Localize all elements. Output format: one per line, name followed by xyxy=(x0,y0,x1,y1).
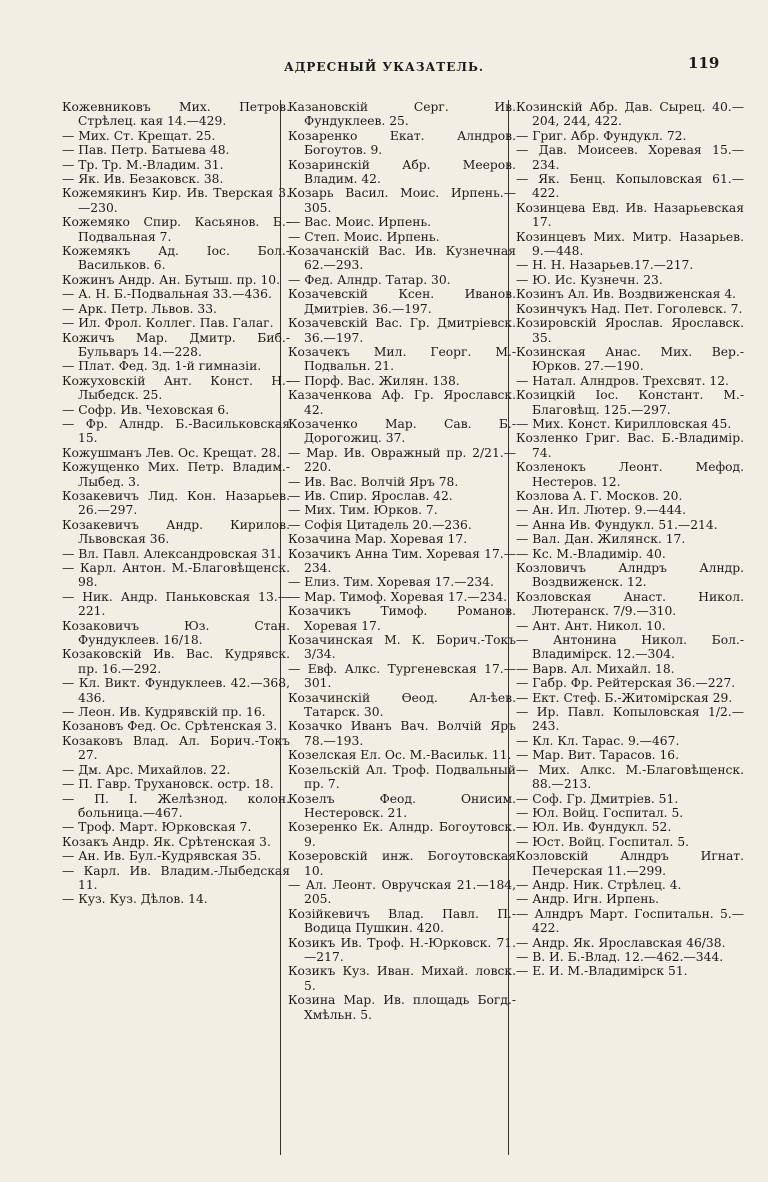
directory-entry: — Анна Ив. Фундукл. 51.—214. xyxy=(516,517,718,532)
directory-entry: — Варв. Ал. Михайл. 18. xyxy=(516,661,675,676)
directory-entry: Козачевскій Ксен. Иванов. Дмитріев. 36.—197. xyxy=(288,287,516,316)
directory-entry: Козаковскій Ив. Вас. Кудрявск. пр. 16.—292. xyxy=(62,647,290,676)
directory-entry: Козловская Анаст. Никол. Лютеранск. 7/9.—310. xyxy=(516,589,744,619)
directory-entry: — Дм. Арс. Михайлов. 22. xyxy=(62,762,231,777)
directory-entry: — А. Н. Б.-Подвальная 33.—436. xyxy=(62,287,272,302)
directory-entry: — Мих. Тим. Юрков. 7. xyxy=(288,503,438,518)
directory-entry: Козакевичъ Лид. Кон. Назарьев. 26.—297. xyxy=(62,488,290,518)
directory-entry: Козачина Мар. Хоревая 17. xyxy=(288,532,468,547)
directory-entry: Кожуховскій Ант. Конст. Н.-Лыбедск. 25. xyxy=(62,373,290,403)
directory-entry: — Вл. Павл. Александровская 31. xyxy=(62,546,281,561)
directory-entry: — Вал. Дан. Жилянск. 17. xyxy=(516,532,686,547)
directory-entry: — Арк. Петр. Львов. 33. xyxy=(62,301,217,316)
running-header: АДРЕСНЫЙ УКАЗАТЕЛЬ. xyxy=(283,60,485,74)
directory-entry: Козицкій Іос. Констант. М.-Благовѣщ. 125.—297. xyxy=(516,388,744,417)
directory-entry: Козачко Иванъ Вач. Волчій Яръ 78.—193. xyxy=(288,719,516,748)
page-number: 119 xyxy=(688,54,720,72)
directory-entry: — Троф. Март. Юрковская 7. xyxy=(62,820,252,835)
directory-entry: Козановъ Фед. Ос. Срѣтенская 3. xyxy=(62,719,278,734)
directory-entry: — Ект. Стеф. Б.-Житомірская 29. xyxy=(516,690,733,705)
directory-entry: — Ал. Леонт. Овручская 21.—184, 205. xyxy=(288,877,516,907)
directory-entry: — Н. Н. Назарьев.17.—217. xyxy=(516,258,694,273)
directory-entry: — Андр. Ник. Стрѣлец. 4. xyxy=(516,877,682,892)
directory-entry: Кожемякинъ Кир. Ив. Тверская 3.—230. xyxy=(62,186,290,215)
directory-entry: — Ив. Вас. Волчій Яръ 78. xyxy=(288,474,459,489)
directory-entry: Козарь Васил. Моис. Ирпень.—305. xyxy=(288,186,516,215)
directory-entry: — Як. Бенц. Копыловская 61.—422. xyxy=(516,172,744,201)
directory-entry: — Пав. Петр. Батыева 48. xyxy=(62,143,230,158)
directory-entry: Козикъ Ив. Троф. Н.-Юрковск. 71.—217. xyxy=(288,935,516,964)
directory-entry: — Алндръ Март. Госпитальн. 5.—422. xyxy=(516,906,744,936)
entries-column-3 xyxy=(516,100,744,979)
directory-entry: — Мих. Ст. Крещат. 25. xyxy=(62,128,216,143)
directory-entry: Козинчукъ Над. Пет. Гоголевск. 7. xyxy=(516,301,743,316)
directory-entry: — Ил. Фрол. Коллег. Пав. Галаг. xyxy=(62,316,274,331)
directory-entry: Козловичъ Алндръ Алндр. Воздвиженск. 12. xyxy=(516,561,744,590)
directory-entry: — Мих. Конст. Кирилловская 45. xyxy=(516,416,732,431)
directory-entry: — Мар. Ив. Овражный пр. 2/21.—220. xyxy=(288,445,516,475)
directory-entry: — Андр. Игн. Ирпень. xyxy=(516,892,660,907)
directory-entry: — В. И. Б.-Влад. 12.—462.—344. xyxy=(516,949,724,964)
directory-entry: Козинцевъ Мих. Митр. Назарьев. 9.—448. xyxy=(516,229,744,259)
directory-entry: Козелская Ел. Ос. М.-Васильк. 11. xyxy=(288,748,512,763)
directory-entry: — Андр. Як. Ярославская 46/38. xyxy=(516,935,726,950)
directory-entry: Козинскій Абр. Дав. Сырец. 40.—204, 244, 422. xyxy=(516,100,744,129)
directory-entry: — Натал. Алндров. Трехсвят. 12. xyxy=(516,373,729,388)
directory-entry: Кожемяко Спир. Касьянов. Б.-Подвальная 7. xyxy=(62,215,290,244)
directory-entry: — Мар. Вит. Тарасов. 16. xyxy=(516,748,679,763)
directory-entry: — Ив. Спир. Ярослав. 42. xyxy=(288,488,453,503)
directory-entry: Казаченкова Аф. Гр. Ярославск. 42. xyxy=(288,388,516,417)
directory-entry: Козленокъ Леонт. Мефод. Нестеров. 12. xyxy=(516,460,744,489)
directory-entry: — Юл. Ив. Фундукл. 52. xyxy=(516,820,672,835)
directory-entry: — Фр. Алндр. Б.-Васильковская 15. xyxy=(62,416,290,446)
entries-column-2 xyxy=(288,100,516,1022)
directory-entry: Казановскій Серг. Ив. Фундуклеев. 25. xyxy=(288,100,516,129)
directory-entry: — Евф. Алкс. Тургеневская 17.—301. xyxy=(288,661,516,691)
directory-entry: — Ю. Ис. Кузнечн. 23. xyxy=(516,272,663,287)
directory-entry: Козачинскій Ѳеод. Ал-ѣев. Татарск. 30. xyxy=(288,690,516,720)
directory-entry: Козачанскій Вас. Ив. Кузнечная 62.—293. xyxy=(288,244,516,273)
directory-entry: Козловскій Алндръ Игнат. Печерская 11.—299. xyxy=(516,849,744,878)
directory-entry: Козленко Григ. Вас. Б.-Владимір. 74. xyxy=(516,431,744,460)
directory-entry: — Як. Ив. Безаковск. 38. xyxy=(62,172,224,187)
directory-entry: Козачинская М. К. Борич.-Токъ 3/34. xyxy=(288,633,516,662)
directory-entry: — Юст. Войц. Госпитал. 5. xyxy=(516,834,690,849)
directory-entry: — П. Гавр. Трухановск. остр. 18. xyxy=(62,777,274,792)
directory-entry: Козаковъ Влад. Ал. Борич.-Токъ 27. xyxy=(62,733,290,763)
directory-entry: — Ир. Павл. Копыловская 1/2.—243. xyxy=(516,705,744,734)
directory-entry: Козачикъ Тимоф. Романов. Хоревая 17. xyxy=(288,604,516,633)
directory-entry: — Ан. Ил. Лютер. 9.—444. xyxy=(516,503,687,518)
directory-entry: Козинская Анас. Мих. Вер.-Юрков. 27.—190. xyxy=(516,344,744,374)
directory-entry: — Леон. Ив. Кудрявскій пр. 16. xyxy=(62,705,266,720)
directory-entry: Кожущенко Мих. Петр. Владим.-Лыбед. 3. xyxy=(62,460,290,489)
directory-entry: — Плат. Фед. Зд. 1-й гимназіи. xyxy=(62,359,262,374)
directory-entry: — Кл. Кл. Тарас. 9.—467. xyxy=(516,733,680,748)
directory-entry: — Елиз. Тим. Хоревая 17.—234. xyxy=(288,575,494,590)
directory-entry: Козельскій Ал. Троф. Подвальный пр. 7. xyxy=(288,762,516,792)
directory-entry: — Карл. Антон. М.-Благовѣщенск. 98. xyxy=(62,561,290,590)
directory-entry: — Ан. Ив. Бул.-Кудрявская 35. xyxy=(62,849,262,864)
directory-entry: — Софія Цитадель 20.—236. xyxy=(288,517,472,532)
directory-entry: — Мих. Алкс. М.-Благовѣщенск. 88.—213. xyxy=(516,762,744,792)
directory-entry: — Соф. Гр. Дмитріев. 51. xyxy=(516,791,679,806)
directory-entry: Кожичъ Мар. Дмитр. Биб.-Бульваръ 14.—228. xyxy=(62,330,290,359)
directory-entry: Кожемякъ Ад. Іос. Бол.-Васильков. 6. xyxy=(62,244,290,273)
directory-entry: — Кл. Викт. Фундуклеев. 42.—368, 436. xyxy=(62,676,290,705)
directory-entry: Козеренко Ек. Алндр. Богоутовск. 9. xyxy=(288,820,516,849)
directory-entry: — Ник. Андр. Паньковская 13.—221. xyxy=(62,589,290,619)
directory-entry: — Габр. Фр. Рейтерская 36.—227. xyxy=(516,676,736,691)
directory-entry: Козійкевичъ Влад. Павл. П.-Водица Пушкин. 420. xyxy=(288,906,516,936)
directory-entry: — Софр. Ив. Чеховская 6. xyxy=(62,402,230,417)
directory-entry: Козлова А. Г. Москов. 20. xyxy=(516,488,683,503)
directory-entry: Козаринскій Абр. Мееров. Владим. 42. xyxy=(288,157,516,187)
directory-entry: — Юл. Войц. Госпитал. 5. xyxy=(516,805,684,820)
directory-entry: — Тр. Тр. М.-Владим. 31. xyxy=(62,157,224,172)
directory-entry: Кожевниковъ Мих. Петров. Стрѣлец. кая 14.—429. xyxy=(62,100,290,129)
directory-entry: Козачикъ Анна Тим. Хоревая 17.—234. xyxy=(288,546,516,575)
directory-entry: Козикъ Куз. Иван. Михай. ловск. 5. xyxy=(288,964,516,993)
directory-entry: Козировскій Ярослав. Ярославск. 35. xyxy=(516,316,744,345)
directory-entry: — Фед. Алндр. Татар. 30. xyxy=(288,272,451,287)
directory-entry: — Куз. Куз. Дѣлов. 14. xyxy=(62,892,208,907)
directory-entry: — Вас. Моис. Ирпень. xyxy=(288,215,432,230)
directory-entry: Козакевичъ Андр. Кирилов. Львовская 36. xyxy=(62,517,290,547)
directory-entry: Козелъ Феод. Онисим. Нестеровск. 21. xyxy=(288,791,516,820)
directory-entry: Козаченко Мар. Сав. Б.-Дорогожиц. 37. xyxy=(288,416,516,446)
directory-entry: — Григ. Абр. Фундукл. 72. xyxy=(516,128,687,143)
directory-entry: — Ант. Ант. Никол. 10. xyxy=(516,618,666,633)
directory-entry: Козеровскій инж. Богоутовская 10. xyxy=(288,849,516,878)
directory-entry: — Е. И. М.-Владимірск 51. xyxy=(516,964,688,979)
directory-entry: Козаренко Екат. Алндров. Богоутов. 9. xyxy=(288,128,516,158)
directory-entry: — Дав. Моисеев. Хоревая 15.—234. xyxy=(516,143,744,172)
directory-entry: Козинъ Ал. Ив. Воздвиженская 4. xyxy=(516,287,737,302)
directory-entry: — Степ. Моис. Ирпень. xyxy=(288,229,440,244)
directory-entry: — Кс. М.-Владимір. 40. xyxy=(516,546,666,561)
directory-entry: Кожинъ Андр. Ан. Бутыш. пр. 10. xyxy=(62,272,281,287)
directory-entry: Кожушманъ Лев. Ос. Крещат. 28. xyxy=(62,445,281,460)
directory-entry: Козакъ Андр. Як. Срѣтенская 3. xyxy=(62,834,271,849)
directory-entry: Козачекъ Мил. Георг. М.-Подвальн. 21. xyxy=(288,344,516,374)
directory-entry: — Карл. Ив. Владим.-Лыбедская 11. xyxy=(62,863,290,892)
directory-entry: Козаковичъ Юз. Стан. Фундуклеев. 16/18. xyxy=(62,618,290,648)
directory-entry: Козинцева Евд. Ив. Назарьевская 17. xyxy=(516,200,744,230)
directory-entry: Козачевскій Вас. Гр. Дмитріевск. 36.—197. xyxy=(288,316,516,345)
directory-entry: — П. І. Желѣзнод. колон. больница.—467. xyxy=(62,791,290,820)
directory-entry: Козина Мар. Ив. площадь Богд.-Хмѣльн. 5. xyxy=(288,993,516,1022)
directory-entry: — Антонина Никол. Бол.-Владимірск. 12.—304. xyxy=(516,633,744,662)
entries-column-1 xyxy=(62,100,290,907)
directory-entry: — Мар. Тимоф. Хоревая 17.—234. xyxy=(288,589,508,604)
directory-entry: — Порф. Вас. Жилян. 138. xyxy=(288,373,460,388)
